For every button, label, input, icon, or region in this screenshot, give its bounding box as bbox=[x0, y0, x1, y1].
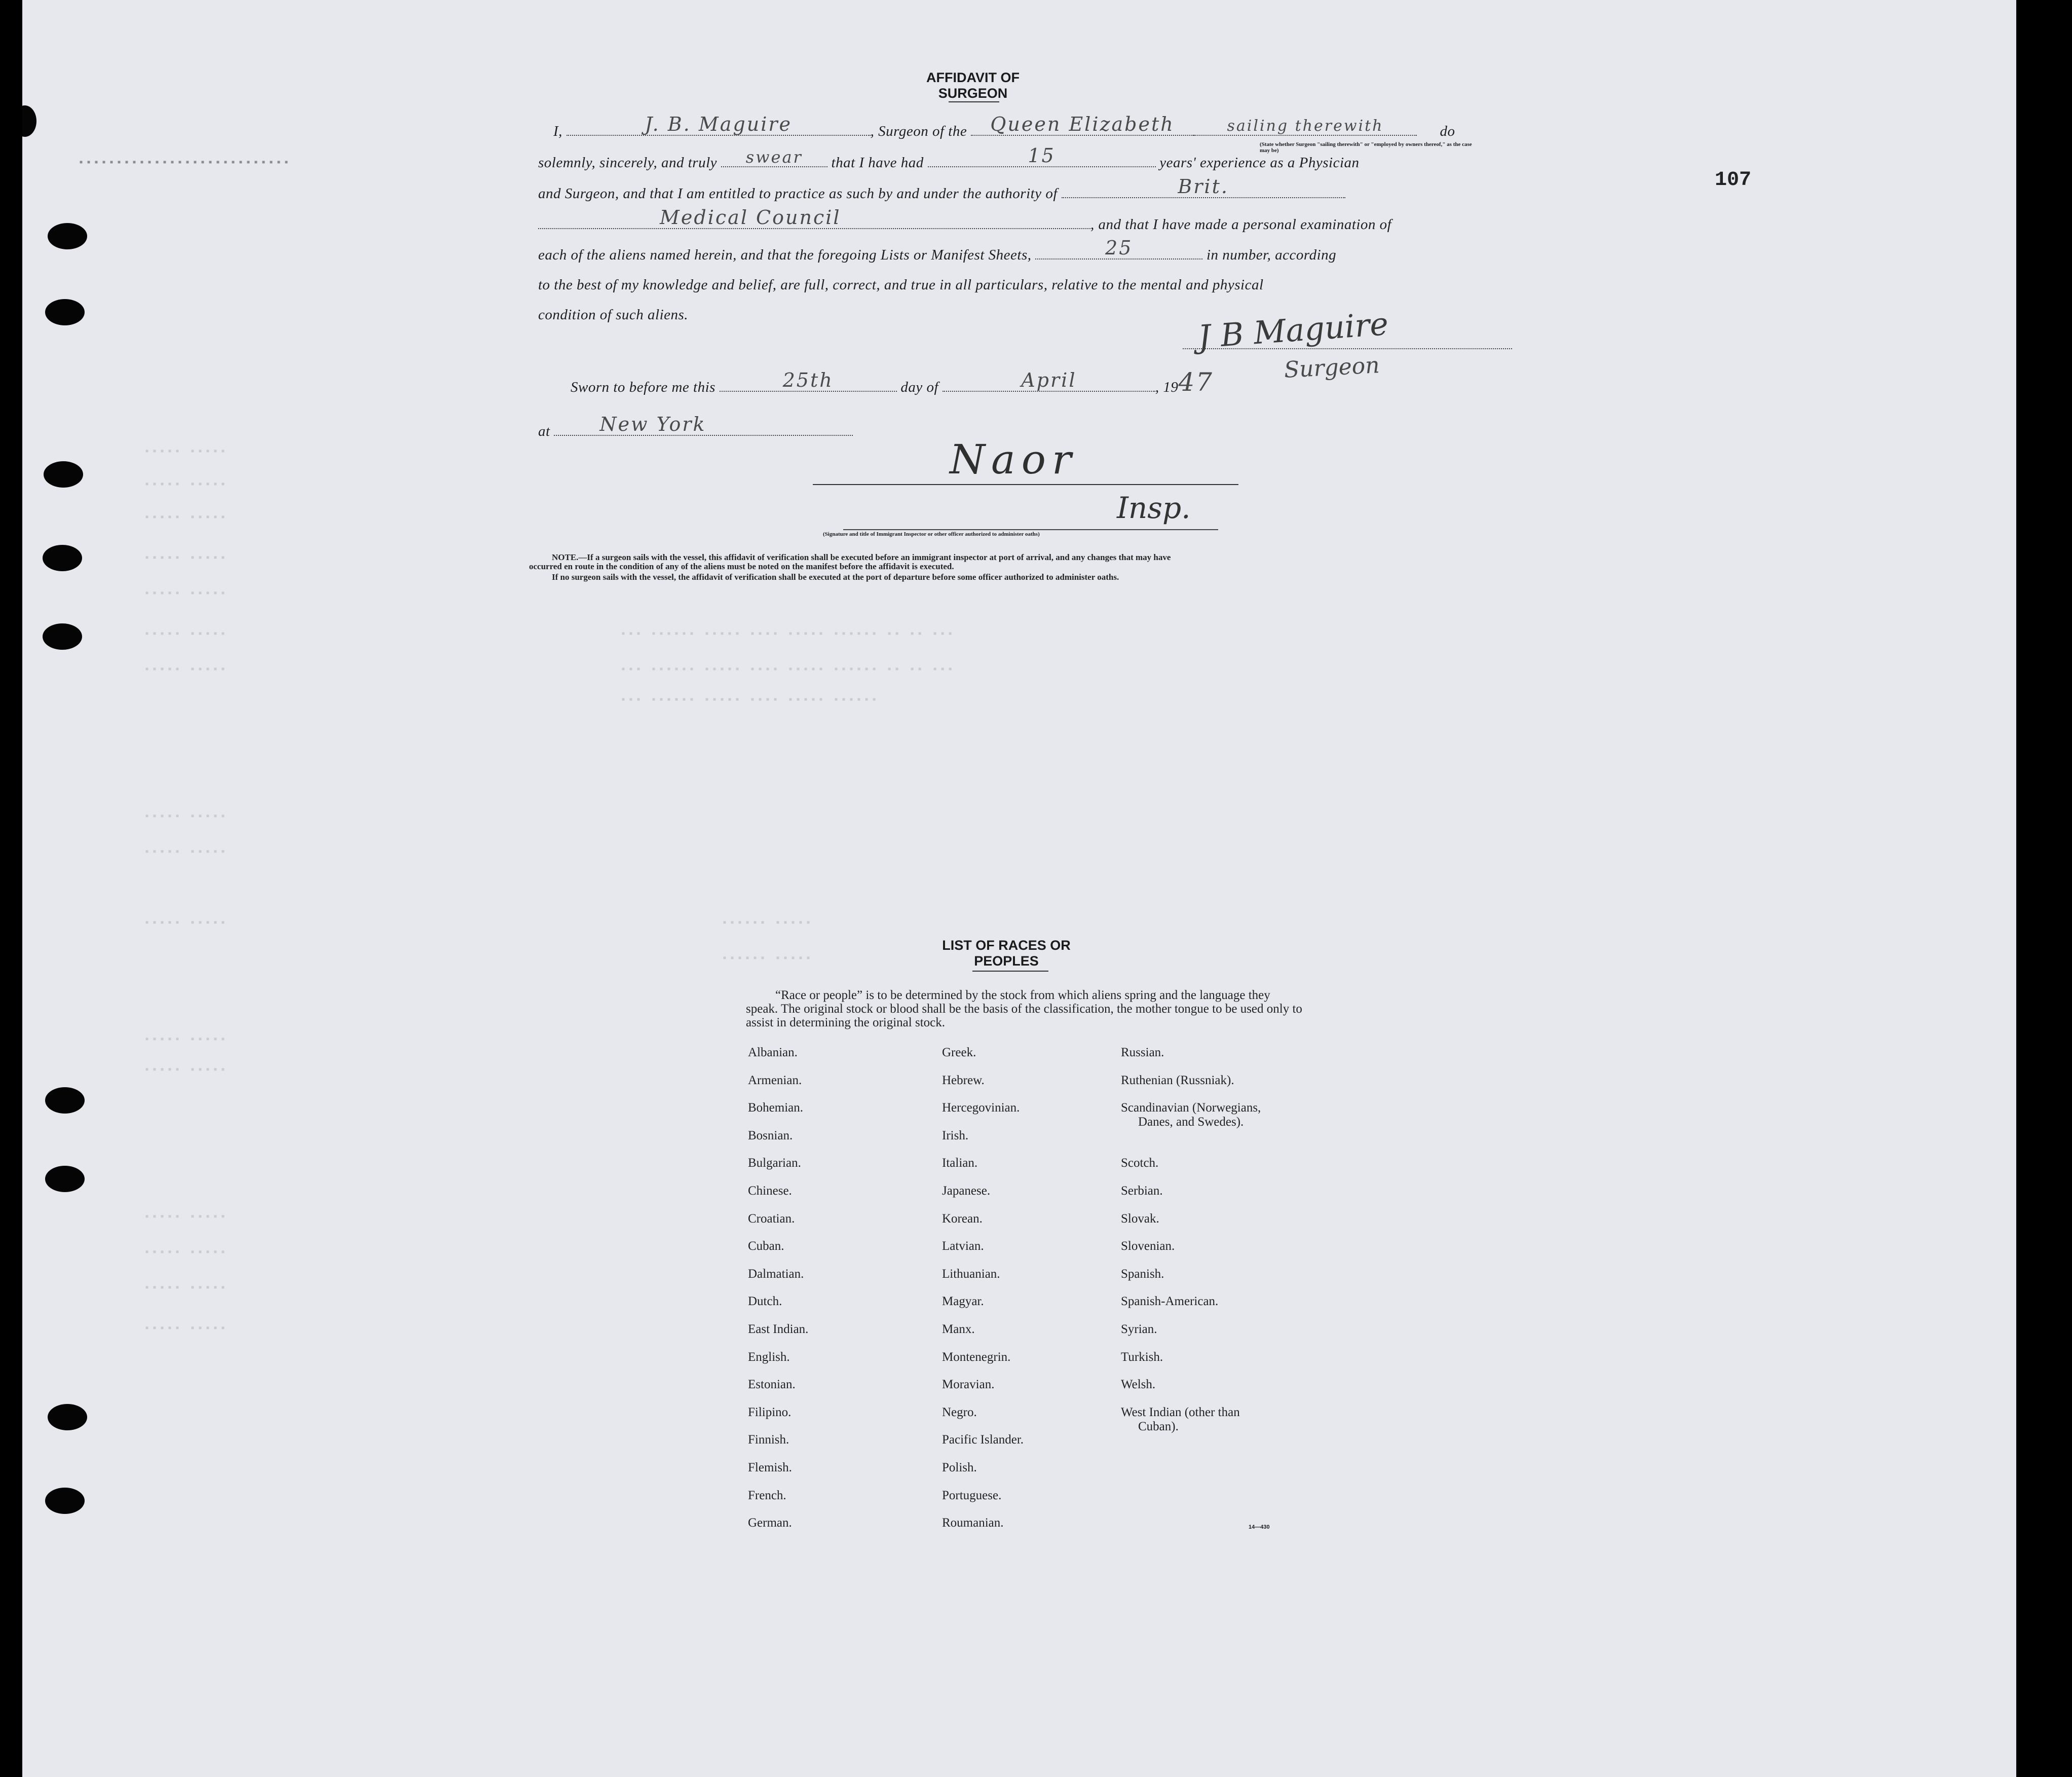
at-line bbox=[538, 413, 853, 440]
page-number: 107 bbox=[1715, 169, 1752, 192]
surgeon-signature: J B Maguire bbox=[1196, 305, 1390, 356]
race-item: Albanian. bbox=[748, 1046, 798, 1059]
text: years' experience as a Physician bbox=[1159, 155, 1360, 171]
race-item: Spanish. bbox=[1121, 1267, 1164, 1281]
text: , and that I have made a personal examination of bbox=[1090, 216, 1392, 233]
race-item: Bohemian. bbox=[748, 1101, 804, 1115]
blank-sheets bbox=[1035, 237, 1202, 260]
text: do bbox=[1440, 123, 1455, 139]
affidavit-line-3 bbox=[538, 175, 1345, 202]
races-title-underline bbox=[972, 971, 1048, 972]
race-item: Hercegovinian. bbox=[942, 1101, 1020, 1115]
punch-hole bbox=[22, 105, 36, 137]
note-line-2: occurred en route in the condition of any of the aliens must be noted on the manifest before the affidavit is executed. bbox=[529, 562, 954, 571]
race-item: French. bbox=[748, 1489, 786, 1502]
race-item: Serbian. bbox=[1121, 1184, 1163, 1198]
punch-hole bbox=[45, 1488, 85, 1514]
affidavit-line-6: to the best of my knowledge and belief, are full, correct, and true in all particulars, relative to the mental and physical bbox=[538, 277, 1264, 293]
punch-hole bbox=[45, 299, 85, 325]
handwritten-surgeon-name: J. B. Maguire bbox=[645, 113, 793, 135]
race-item: Turkish. bbox=[1121, 1350, 1163, 1364]
race-item: Moravian. bbox=[942, 1378, 995, 1391]
inspector-caption-line bbox=[843, 529, 1218, 530]
race-item: Finnish. bbox=[748, 1433, 789, 1447]
punch-hole bbox=[48, 223, 87, 249]
inspector-caption: (Signature and title of Immigrant Inspector or other officer authorized to administer oaths) bbox=[823, 531, 1040, 537]
handwritten-authority-2: Medical Council bbox=[660, 206, 841, 229]
inspector-title: Insp. bbox=[1117, 491, 1191, 525]
text: , Surgeon of the bbox=[870, 123, 967, 139]
race-item: West Indian (other than bbox=[1121, 1405, 1240, 1419]
sworn-line bbox=[571, 367, 1214, 397]
race-item: Syrian. bbox=[1121, 1322, 1157, 1336]
race-item: Korean. bbox=[942, 1212, 983, 1226]
race-item: Flemish. bbox=[748, 1461, 792, 1474]
race-item: Scotch. bbox=[1121, 1156, 1159, 1170]
race-item: Portuguese. bbox=[942, 1489, 1002, 1502]
races-title: LIST OF RACES OR PEOPLES bbox=[942, 938, 1071, 969]
races-intro: “Race or people” is to be determined by the stock from which aliens spring and the language they speak. The original stock or blood shall be the basis of the classification, the mother tongue to be used only to assist in determining the original stock. bbox=[746, 988, 1302, 1029]
text: I, bbox=[553, 123, 562, 139]
race-item: Polish. bbox=[942, 1461, 977, 1474]
race-item: Spanish-American. bbox=[1121, 1294, 1219, 1308]
affidavit-line-7: condition of such aliens. bbox=[538, 307, 689, 323]
blank-vessel bbox=[971, 113, 1194, 136]
inspector-signature-line bbox=[813, 484, 1238, 485]
text: each of the aliens named herein, and that the foregoing Lists or Manifest Sheets, bbox=[538, 247, 1032, 263]
handwritten-sailing: sailing therewith bbox=[1227, 117, 1384, 135]
race-item: Roumanian. bbox=[942, 1516, 1004, 1530]
race-item: Russian. bbox=[1121, 1046, 1164, 1059]
race-item: Croatian. bbox=[748, 1212, 795, 1226]
text: day of bbox=[900, 379, 939, 395]
punch-hole bbox=[48, 1404, 87, 1430]
race-item: Chinese. bbox=[748, 1184, 792, 1198]
race-item: Slovenian. bbox=[1121, 1239, 1175, 1253]
blank-authority bbox=[1062, 175, 1345, 198]
race-item: German. bbox=[748, 1516, 792, 1530]
race-item: Dutch. bbox=[748, 1294, 782, 1308]
handwritten-authority: Brit. bbox=[1178, 175, 1229, 198]
punch-hole bbox=[43, 623, 82, 650]
race-item: Negro. bbox=[942, 1405, 977, 1419]
race-item: English. bbox=[748, 1350, 790, 1364]
blank-swear bbox=[721, 147, 827, 167]
affidavit-title: AFFIDAVIT OF SURGEON bbox=[926, 70, 1020, 101]
race-item: Magyar. bbox=[942, 1294, 984, 1308]
race-item: Scandinavian (Norwegians, bbox=[1121, 1101, 1261, 1115]
blank-authority-2 bbox=[538, 206, 1090, 229]
race-item: Montenegrin. bbox=[942, 1350, 1011, 1364]
handwritten-years: 15 bbox=[1028, 144, 1056, 167]
punch-hole bbox=[45, 1087, 85, 1114]
race-item: Danes, and Swedes). bbox=[1138, 1115, 1244, 1129]
race-item: Armenian. bbox=[748, 1073, 802, 1087]
race-item: Lithuanian. bbox=[942, 1267, 1000, 1281]
race-item: Slovak. bbox=[1121, 1212, 1159, 1226]
race-item: Bulgarian. bbox=[748, 1156, 801, 1170]
text: Sworn to before me this bbox=[571, 379, 715, 395]
race-item: Welsh. bbox=[1121, 1378, 1156, 1391]
race-item: Filipino. bbox=[748, 1405, 792, 1419]
blank-surgeon-name bbox=[567, 113, 871, 136]
race-item: Ruthenian (Russniak). bbox=[1121, 1073, 1234, 1087]
note-line-1: NOTE.—If a surgeon sails with the vessel, this affidavit of verification shall be executed before an immigrant inspector at port of arrival, and any changes that may have bbox=[552, 552, 1171, 562]
surgeon-signature-title: Surgeon bbox=[1283, 352, 1380, 383]
race-item: Estonian. bbox=[748, 1378, 796, 1391]
affidavit-line-1 bbox=[553, 113, 1455, 140]
text: and Surgeon, and that I am entitled to practice as such by and under the authority of bbox=[538, 186, 1058, 202]
race-item: Irish. bbox=[942, 1129, 969, 1142]
race-item: Dalmatian. bbox=[748, 1267, 804, 1281]
handwritten-year: 47 bbox=[1178, 367, 1214, 397]
text: in number, according bbox=[1206, 247, 1337, 263]
handwritten-sheets: 25 bbox=[1105, 237, 1133, 259]
text: at bbox=[538, 423, 550, 439]
affidavit-line-5 bbox=[538, 237, 1337, 264]
document-page: ▪▪▪▪▪▪▪▪▪▪▪▪▪▪▪▪▪▪▪▪▪▪▪▪▪▪▪▪ ▪▪▪▪▪ ▪▪▪▪▪ ▪▪▪▪▪ ▪▪▪▪▪ ▪▪▪▪▪ ▪▪▪▪▪ ▪▪▪▪▪ ▪▪▪▪▪ ▪▪▪▪▪ ▪▪▪▪▪ ▪▪▪▪▪ ▪▪▪▪▪ ▪▪▪▪▪ ▪▪▪▪▪ ▪▪▪▪▪ ▪▪▪▪▪ ▪▪▪▪▪ ▪▪▪▪▪ ▪▪▪▪▪ ▪▪▪▪▪ ▪▪▪▪▪ ▪▪▪▪▪ ▪▪▪▪▪ ▪▪▪▪▪ ▪▪▪▪▪ ▪▪▪▪▪ ▪▪▪▪▪ ▪▪▪▪▪ ▪▪▪▪▪ ▪▪▪▪▪ ▪▪▪▪▪ ▪▪▪▪▪ ▪▪▪ ▪▪▪▪▪▪ ▪▪▪▪▪ ▪▪▪▪ ▪▪▪▪▪ ▪▪▪▪▪▪ ▪▪ ▪▪ ▪▪▪ ▪▪▪ ▪▪▪▪▪▪ ▪▪▪▪▪ ▪▪▪▪ ▪▪▪▪▪ ▪▪▪▪▪▪ ▪▪ ▪▪ ▪▪▪ ▪▪▪ ▪▪▪▪▪▪ ▪▪▪▪▪ ▪▪▪▪ ▪▪▪▪▪ ▪▪▪▪▪▪ ▪▪▪▪▪▪ ▪▪▪▪▪ ▪▪▪▪▪▪ ▪▪▪▪▪ 107 AFFIDAVIT OF SURGEON I, J. B. Maguire , Surgeon of the Queen Elizabeth sailing therewith do (State whether Surgeon "sailing therewith" or "employed by owners thereof," as the case may be) solemnly, sincerely, and truly swear that I have had 15 years' experience as a Physician and Surgeon, and that I am entitled to practice as such by and under the authority of Brit. Medical Council , and that I have made a personal examination of each of the aliens named herein, and that the foregoing Lists or Manifest Sheets, 25 in number, according to the best of my knowledge and belief, are full, correct, and true in all particulars, relative to the mental and physical condition of such aliens. J B Maguire Surgeon Sworn to before me this 25th day of April , 19 47 at New York Naor Insp. (Signature and title of Immigrant Inspector or other officer authorized to administer oaths) NOTE.—If a surgeon sails with the vessel, this affidavit of verification shall be executed before an immigrant inspector at port of arrival, and any changes that may have occurred en route in the condition of any of the aliens must be noted on the manifest before the affidavit is executed. If no surgeon sails with the vessel, the affidavit of verification shall be executed at the port of departure before some officer authorized to administer oaths. LIST OF RACES OR PEOPLES “Race or people” is to be determined by the stock from which aliens spring and the language they speak. The original stock or blood shall be the basis of the classification, the mother tongue to be used only to assist in determining the original stock. Albanian. Armenian. Bohemian. Bosnian. Bulgarian. Chinese. Croatian. Cuban. Dalmatian. Dutch. East Indian. English. Estonian. Filipino. Finnish. Flemish. French. German. Greek. Hebrew. Hercegovinian. Irish. Italian. Japanese. Korean. Latvian. Lithuanian. Magyar. Manx. Montenegrin. Moravian. Negro. Pacific Islander. Polish. Portuguese. Roumanian. Russian. Ruthenian (Russniak). Scandinavian (Norwegians, Danes, and Swedes). Scotch. Serbian. Slovak. Slovenian. Spanish. Spanish-American. Syrian. Turkish. Welsh. West Indian (other than Cuban). 14—430 bbox=[22, 0, 2016, 1777]
handwritten-month: April bbox=[1021, 369, 1077, 391]
blank-years bbox=[928, 144, 1156, 167]
punch-hole bbox=[44, 461, 83, 488]
race-item: Greek. bbox=[942, 1046, 976, 1059]
affidavit-line-2 bbox=[538, 144, 1360, 171]
text: that I have had bbox=[831, 155, 924, 171]
text: solemnly, sincerely, and truly bbox=[538, 155, 718, 171]
race-item: Cuban. bbox=[748, 1239, 784, 1253]
race-item: Bosnian. bbox=[748, 1129, 793, 1142]
race-item: Latvian. bbox=[942, 1239, 984, 1253]
title-underline bbox=[949, 101, 999, 102]
handwritten-place: New York bbox=[599, 413, 706, 435]
handwritten-day: 25th bbox=[782, 369, 834, 391]
affidavit-line-4 bbox=[538, 206, 1392, 233]
blank-place bbox=[554, 413, 853, 436]
blank-day bbox=[720, 369, 897, 392]
race-item: Pacific Islander. bbox=[942, 1433, 1024, 1447]
form-number: 14—430 bbox=[1249, 1524, 1270, 1530]
race-item: East Indian. bbox=[748, 1322, 809, 1336]
text: , 19 bbox=[1155, 379, 1179, 395]
race-item: Hebrew. bbox=[942, 1073, 985, 1087]
race-item: Italian. bbox=[942, 1156, 978, 1170]
punch-hole bbox=[45, 1166, 85, 1192]
surgeon-note: (State whether Surgeon "sailing therewith" or "employed by owners thereof," as the case may be) bbox=[1260, 141, 1472, 154]
note-line-3: If no surgeon sails with the vessel, the affidavit of verification shall be executed at the port of departure before some officer authorized to administer oaths. bbox=[552, 572, 1119, 582]
handwritten-swear: swear bbox=[745, 147, 803, 167]
inspector-signature: Naor bbox=[950, 436, 1078, 483]
race-item: Japanese. bbox=[942, 1184, 991, 1198]
race-item: Manx. bbox=[942, 1322, 975, 1336]
handwritten-vessel: Queen Elizabeth bbox=[990, 113, 1175, 135]
blank-month bbox=[943, 369, 1155, 392]
punch-hole bbox=[43, 545, 82, 571]
race-item: Cuban). bbox=[1138, 1420, 1179, 1433]
blank-sailing bbox=[1194, 117, 1417, 136]
